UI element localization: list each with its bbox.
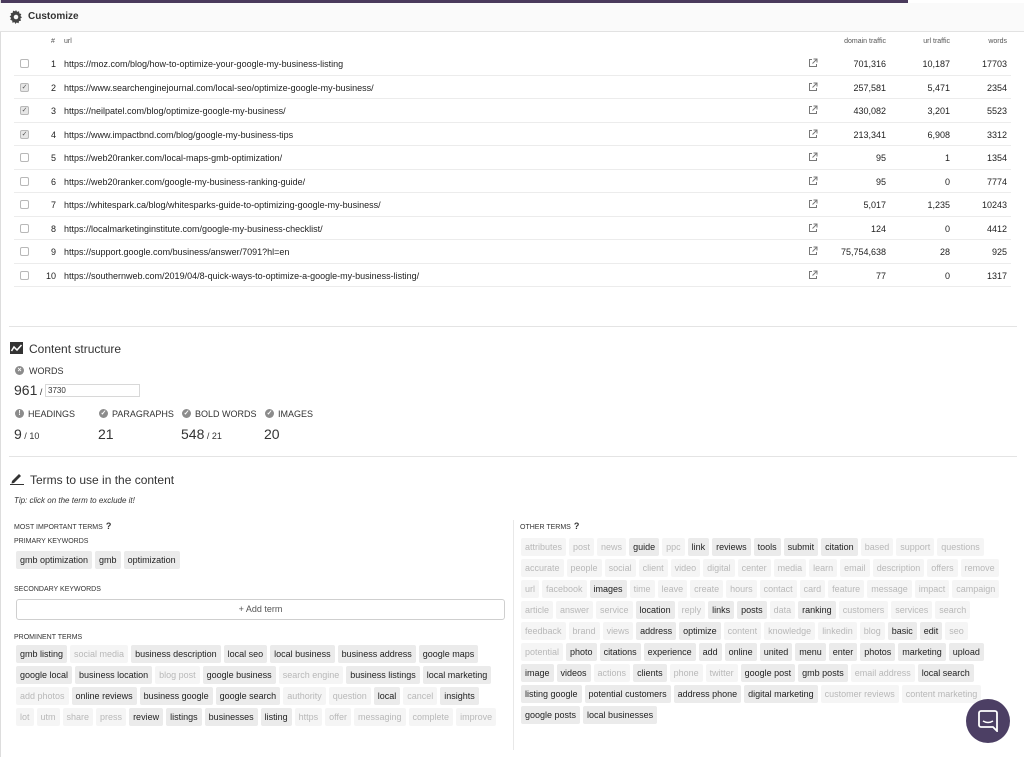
external-link-icon[interactable] <box>808 105 818 115</box>
table-row[interactable] <box>14 76 1011 100</box>
term-tag[interactable]: gmb listing <box>16 645 67 663</box>
prominent-terms-label: PROMINENT TERMS <box>14 634 83 641</box>
term-tag[interactable]: gmb optimization <box>16 551 92 569</box>
row-url-link[interactable]: https://support.google.com/business/answer/7091?hl=en <box>64 247 290 257</box>
term-tag[interactable]: facebook <box>542 580 587 598</box>
term-tag[interactable]: submit <box>784 538 819 556</box>
x-circle-icon: × <box>15 366 24 375</box>
row-rank: 5 <box>50 153 56 163</box>
term-tag[interactable]: email address <box>851 664 915 682</box>
row-url-link[interactable]: https://web20ranker.com/local-maps-gmb-optimization/ <box>64 153 283 163</box>
bold-words-label: BOLD WORDS <box>195 409 257 419</box>
frame-border <box>0 0 1 757</box>
row-url-link[interactable]: https://localmarketinginstitute.com/google-my-business-checklist/ <box>64 223 323 234</box>
row-url-traffic: 0 <box>944 176 950 187</box>
exclamation-icon: ! <box>15 409 24 418</box>
row-rank: 1 <box>50 59 56 69</box>
external-link-icon[interactable] <box>808 199 818 209</box>
term-tag[interactable]: impact <box>915 580 950 598</box>
headings-value: 9 / 10 <box>14 426 40 442</box>
term-tag[interactable]: linkedin <box>818 622 857 640</box>
row-domain-traffic: 77 <box>875 270 886 281</box>
term-tag[interactable]: answer <box>556 601 593 619</box>
term-tag[interactable]: business description <box>131 645 221 663</box>
row-words: 1354 <box>986 153 1007 163</box>
term-tag[interactable]: optimize <box>679 622 721 640</box>
row-words: 4412 <box>986 223 1007 234</box>
row-rank: 7 <box>50 200 56 210</box>
term-tag[interactable]: hours <box>726 580 757 598</box>
term-tag[interactable]: message <box>867 580 912 598</box>
row-url-traffic: 0 <box>944 223 950 234</box>
row-checkbox[interactable]: ✓ <box>21 130 28 138</box>
row-words: 3312 <box>986 129 1007 140</box>
row-domain-traffic: 124 <box>870 223 886 234</box>
term-tag[interactable]: description <box>873 559 925 577</box>
add-term-button[interactable]: + Add term <box>16 599 505 620</box>
row-words: 1317 <box>986 270 1007 281</box>
term-tag[interactable]: ppc <box>662 538 685 556</box>
term-tag[interactable]: questions <box>937 538 984 556</box>
row-words: 17703 <box>981 59 1007 69</box>
term-tag[interactable]: complete <box>409 708 454 726</box>
row-rank: 10 <box>45 270 56 281</box>
other-terms-label: OTHER TERMS ? <box>520 521 580 531</box>
term-tag[interactable]: local business <box>270 645 335 663</box>
chat-launcher-button[interactable] <box>966 699 1010 743</box>
term-tag[interactable]: tools <box>754 538 781 556</box>
headings-label: HEADINGS <box>28 409 76 419</box>
check-circle-icon: ✓ <box>183 410 190 417</box>
term-tag[interactable]: twitter <box>706 664 738 682</box>
table-row[interactable] <box>14 146 1011 170</box>
row-rank: 4 <box>50 129 56 140</box>
divider <box>9 456 1017 457</box>
row-url-link[interactable]: https://www.searchenginejournal.com/local-seo/optimize-google-my-business/ <box>64 82 374 93</box>
term-tag[interactable]: links <box>708 601 734 619</box>
term-tag[interactable]: customers <box>839 601 889 619</box>
term-tag[interactable]: utm <box>37 708 60 726</box>
external-link-icon[interactable] <box>808 246 818 256</box>
term-tag[interactable]: learn <box>809 559 837 577</box>
term-tag[interactable]: video <box>671 559 701 577</box>
row-url-traffic: 28 <box>939 247 950 257</box>
term-tag[interactable]: attributes <box>521 538 566 556</box>
row-words: 10243 <box>981 200 1007 210</box>
chart-icon <box>10 342 23 354</box>
term-tag[interactable]: united <box>760 643 793 661</box>
row-domain-traffic: 75,754,638 <box>840 247 886 257</box>
term-tag[interactable]: experience <box>644 643 696 661</box>
images-value: 20 <box>264 426 280 442</box>
help-icon[interactable]: ? <box>105 521 112 531</box>
term-tag[interactable]: blog <box>860 622 885 640</box>
term-tag[interactable]: blog post <box>155 666 200 684</box>
term-tag[interactable]: upload <box>949 643 984 661</box>
term-tag[interactable]: google local <box>16 666 72 684</box>
words-label: WORDS <box>29 366 64 376</box>
term-tag[interactable]: social <box>605 559 636 577</box>
term-tag[interactable]: listings <box>166 708 202 726</box>
term-tag[interactable]: local marketing <box>423 666 492 684</box>
external-link-icon[interactable] <box>808 58 818 68</box>
term-tag[interactable]: news <box>597 538 626 556</box>
row-domain-traffic: 95 <box>875 176 886 187</box>
term-tag[interactable]: google maps <box>419 645 479 663</box>
row-rank: 2 <box>50 82 56 93</box>
content-structure-title: Content structure <box>29 342 122 356</box>
term-tag[interactable]: media <box>774 559 807 577</box>
term-tag[interactable]: local seo <box>224 645 268 663</box>
chat-icon <box>978 710 998 732</box>
paragraphs-value: 21 <box>98 426 114 442</box>
row-checkbox[interactable] <box>20 59 29 68</box>
row-rank: 9 <box>50 247 56 257</box>
term-tag[interactable]: business location <box>75 666 152 684</box>
term-tag[interactable]: based <box>861 538 894 556</box>
term-tag[interactable]: business address <box>338 645 416 663</box>
column-header-url: url <box>64 38 72 45</box>
table-row[interactable] <box>14 99 1011 123</box>
row-domain-traffic: 701,316 <box>853 59 886 69</box>
term-tag[interactable]: offers <box>927 559 957 577</box>
term-tag[interactable]: photo <box>566 643 597 661</box>
row-rank: 8 <box>50 223 56 234</box>
row-url-link[interactable]: https://whitespark.ca/blog/whitesparks-guide-to-optimizing-google-my-business/ <box>64 200 381 210</box>
term-tag[interactable]: actions <box>594 664 631 682</box>
term-tag[interactable]: card <box>800 580 826 598</box>
term-tag[interactable]: enter <box>829 643 858 661</box>
table-row[interactable] <box>14 264 1011 288</box>
term-tag[interactable]: content <box>724 622 762 640</box>
term-tag[interactable]: seo <box>945 622 968 640</box>
serp-table <box>14 34 1011 287</box>
most-important-terms-label: MOST IMPORTANT TERMS ? <box>14 521 112 531</box>
term-tag[interactable]: edit <box>920 622 943 640</box>
term-tag[interactable]: listing <box>261 708 292 726</box>
term-tag[interactable]: views <box>603 622 634 640</box>
row-words: 2354 <box>986 82 1007 93</box>
term-tag[interactable]: create <box>690 580 723 598</box>
images-label: IMAGES <box>278 409 314 419</box>
term-tag[interactable]: offer <box>325 708 351 726</box>
terms-title: Terms to use in the content <box>30 473 175 487</box>
customize-header[interactable] <box>0 3 1024 32</box>
row-url-traffic: 6,908 <box>927 129 950 140</box>
row-url-link[interactable]: https://southernweb.com/2019/04/8-quick-ways-to-optimize-a-google-my-business-listing/ <box>64 270 420 281</box>
row-url-link[interactable]: https://www.impactbnd.com/blog/google-my-business-tips <box>64 129 294 140</box>
table-header <box>14 34 1011 52</box>
term-tag[interactable]: marketing <box>898 643 946 661</box>
term-tag[interactable]: feedback <box>521 622 566 640</box>
term-tag[interactable]: posts <box>737 601 767 619</box>
term-tag[interactable]: photos <box>860 643 895 661</box>
external-link-icon[interactable] <box>808 270 818 280</box>
table-row[interactable] <box>14 52 1011 76</box>
pencil-icon <box>10 472 24 485</box>
row-rank: 3 <box>50 106 56 116</box>
table-row[interactable] <box>14 170 1011 194</box>
row-words: 5523 <box>986 106 1007 116</box>
row-checkbox[interactable]: ✓ <box>21 83 28 91</box>
term-tag[interactable]: reply <box>678 601 706 619</box>
term-tag[interactable]: question <box>329 687 371 705</box>
term-tag[interactable]: brand <box>569 622 600 640</box>
term-tag[interactable]: accurate <box>521 559 564 577</box>
row-url-traffic: 10,187 <box>922 59 950 69</box>
prominent-terms-list <box>16 645 498 726</box>
term-tag[interactable]: digital marketing <box>744 685 818 703</box>
term-tag[interactable]: business google <box>140 687 213 705</box>
term-tag[interactable]: insights <box>440 687 479 705</box>
row-domain-traffic: 257,581 <box>853 82 886 93</box>
row-url-traffic: 5,471 <box>927 82 950 93</box>
row-words: 925 <box>991 247 1007 257</box>
term-tag[interactable]: url <box>521 580 539 598</box>
table-row[interactable] <box>14 217 1011 241</box>
term-tag[interactable]: improve <box>456 708 496 726</box>
row-url-traffic: 3,201 <box>927 106 950 116</box>
words-value: 961 / <box>14 382 43 398</box>
table-row[interactable] <box>14 193 1011 217</box>
column-header-words[interactable]: words <box>988 38 1007 45</box>
term-tag[interactable]: knowledge <box>764 622 815 640</box>
term-tag[interactable]: add photos <box>16 687 69 705</box>
term-tag[interactable]: email <box>840 559 870 577</box>
term-tag[interactable]: search engine <box>279 666 344 684</box>
column-divider <box>513 520 514 750</box>
term-tag[interactable]: google search <box>216 687 281 705</box>
row-checkbox[interactable] <box>20 271 29 280</box>
term-tag[interactable]: potential customers <box>585 685 671 703</box>
term-tag[interactable]: ranking <box>798 601 836 619</box>
term-tag[interactable]: image <box>521 664 554 682</box>
table-row[interactable] <box>14 240 1011 264</box>
row-words: 7774 <box>986 176 1007 187</box>
primary-keywords-label: PRIMARY KEYWORDS <box>14 538 89 545</box>
check-circle-icon: ✓ <box>266 410 273 417</box>
row-url-traffic: 0 <box>944 270 950 281</box>
table-row[interactable] <box>14 123 1011 147</box>
term-tag[interactable]: time <box>630 580 655 598</box>
customize-title: Customize <box>28 11 79 22</box>
external-link-icon[interactable] <box>808 129 818 139</box>
term-tag[interactable]: remove <box>961 559 999 577</box>
term-tag[interactable]: guide <box>629 538 659 556</box>
term-tag[interactable]: local search <box>918 664 974 682</box>
term-tag[interactable]: share <box>63 708 94 726</box>
term-tag[interactable]: gmb posts <box>798 664 848 682</box>
bold-words-value: 548 / 21 <box>181 426 222 442</box>
term-tag[interactable]: google post <box>741 664 796 682</box>
row-checkbox[interactable]: ✓ <box>21 107 28 114</box>
term-tag[interactable]: business listings <box>346 666 420 684</box>
term-tag[interactable]: gmb <box>95 551 121 569</box>
row-checkbox[interactable] <box>20 200 29 209</box>
term-tag[interactable]: online reviews <box>72 687 137 705</box>
term-tag[interactable]: videos <box>557 664 591 682</box>
row-domain-traffic: 95 <box>875 153 886 163</box>
term-tag[interactable]: local businesses <box>583 706 657 724</box>
term-tag[interactable]: google business <box>203 666 276 684</box>
term-tag[interactable]: link <box>688 538 710 556</box>
term-tag[interactable]: clients <box>633 664 667 682</box>
term-tag[interactable]: digital <box>703 559 735 577</box>
term-tag[interactable]: optimization <box>124 551 180 569</box>
term-tag[interactable]: search <box>935 601 970 619</box>
secondary-keywords-label: SECONDARY KEYWORDS <box>14 586 101 593</box>
term-tag[interactable]: data <box>770 601 796 619</box>
term-tag[interactable]: review <box>129 708 163 726</box>
term-tag[interactable]: online <box>725 643 757 661</box>
gear-icon[interactable] <box>9 10 23 24</box>
term-tag[interactable]: add <box>699 643 722 661</box>
term-tag[interactable]: article <box>521 601 553 619</box>
term-tag[interactable]: contact <box>760 580 797 598</box>
row-url-traffic: 1 <box>944 153 950 163</box>
term-tag[interactable]: images <box>590 580 627 598</box>
term-tag[interactable]: local <box>374 687 401 705</box>
help-icon[interactable]: ? <box>573 521 580 531</box>
table-body <box>14 52 1011 287</box>
term-tag[interactable]: customer reviews <box>821 685 899 703</box>
term-tag[interactable]: menu <box>795 643 826 661</box>
check-circle-icon: ✓ <box>100 410 107 417</box>
term-tag[interactable]: businesses <box>205 708 258 726</box>
words-target: 3730 <box>48 386 66 395</box>
primary-keywords-list <box>16 551 506 569</box>
term-tag[interactable]: people <box>567 559 602 577</box>
term-tag[interactable]: social media <box>70 645 128 663</box>
term-tag[interactable]: location <box>636 601 675 619</box>
row-checkbox[interactable] <box>20 177 29 186</box>
term-tag[interactable]: support <box>896 538 934 556</box>
other-terms-list <box>521 538 1005 724</box>
term-tag[interactable]: basic <box>888 622 917 640</box>
term-tag[interactable]: campaign <box>952 580 999 598</box>
external-link-icon[interactable] <box>808 82 818 92</box>
term-tag[interactable]: https <box>295 708 323 726</box>
term-tag[interactable]: citation <box>821 538 858 556</box>
row-domain-traffic: 430,082 <box>853 106 886 116</box>
term-tag[interactable]: potential <box>521 643 563 661</box>
row-domain-traffic: 213,341 <box>853 129 886 140</box>
term-tag[interactable]: services <box>891 601 932 619</box>
external-link-icon[interactable] <box>808 176 818 186</box>
term-tag[interactable]: google posts <box>521 706 580 724</box>
row-url-link[interactable]: https://web20ranker.com/google-my-business-ranking-guide/ <box>64 176 306 187</box>
terms-tip: Tip: click on the term to exclude it! <box>14 496 135 505</box>
term-tag[interactable]: listing google <box>521 685 582 703</box>
term-tag[interactable]: cancel <box>403 687 437 705</box>
term-tag[interactable]: center <box>738 559 771 577</box>
term-tag[interactable]: address <box>636 622 676 640</box>
term-tag[interactable]: reviews <box>712 538 751 556</box>
term-tag[interactable]: leave <box>658 580 688 598</box>
term-tag[interactable]: authority <box>283 687 326 705</box>
term-tag[interactable]: post <box>569 538 594 556</box>
row-checkbox[interactable] <box>20 224 29 233</box>
row-url-traffic: 1,235 <box>927 200 950 210</box>
row-rank: 6 <box>50 176 56 187</box>
term-tag[interactable]: content marketing <box>902 685 982 703</box>
external-link-icon[interactable] <box>808 223 818 233</box>
row-checkbox[interactable] <box>20 247 29 256</box>
row-domain-traffic: 5,017 <box>863 200 886 210</box>
term-tag[interactable]: service <box>596 601 633 619</box>
column-header-url-traffic[interactable]: url traffic <box>923 38 950 45</box>
term-tag[interactable]: client <box>639 559 668 577</box>
term-tag[interactable]: citations <box>600 643 641 661</box>
row-url-link[interactable]: https://neilpatel.com/blog/optimize-google-my-business/ <box>64 106 286 116</box>
row-url-link[interactable]: https://moz.com/blog/how-to-optimize-your-google-my-business-listing <box>64 59 344 69</box>
words-progress-bar <box>45 384 140 397</box>
paragraphs-label: PARAGRAPHS <box>112 409 174 419</box>
term-tag[interactable]: feature <box>828 580 864 598</box>
term-tag[interactable]: press <box>96 708 126 726</box>
column-header-domain-traffic[interactable]: domain traffic <box>844 38 886 45</box>
external-link-icon[interactable] <box>808 152 818 162</box>
row-checkbox[interactable] <box>20 153 29 162</box>
term-tag[interactable]: phone <box>670 664 703 682</box>
term-tag[interactable]: address phone <box>674 685 742 703</box>
column-header-num: # <box>51 38 55 45</box>
term-tag[interactable]: lot <box>16 708 34 726</box>
term-tag[interactable]: messaging <box>354 708 406 726</box>
divider <box>9 326 1017 327</box>
